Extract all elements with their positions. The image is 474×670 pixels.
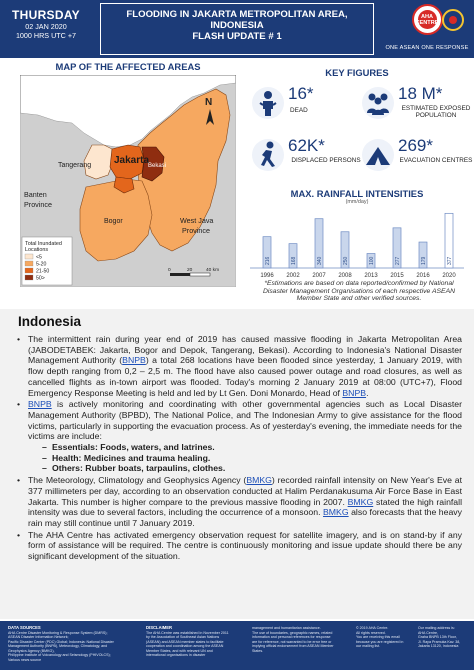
rainfall-value-label: 179 [420,256,427,265]
date-block [4,8,88,40]
rainfall-value-label: 100 [368,256,375,265]
bmkg-link[interactable]: BMKG [246,475,272,486]
footer-line: information and personal references for response [252,635,331,639]
footer-copyright [356,626,410,649]
footer-line: management and humanitarian assistance. [252,626,321,630]
key-figures-heading: KEY FIGURES [325,67,389,78]
footer-line: Management Authority (BNPB), Meteorology, Climatology, and [8,644,108,648]
bnpb-link[interactable]: BNPB [342,387,367,398]
p2-text: is actively monitoring and coordinating with other governmental agencies such as Local Disaster Management Authority (BPBD), The National Police, and The Indonesian Army to give assistance for the flood victims, particularly in supporting the evacuation process. As of yesterday's evening, the immediate needs for the victims are include: [28,399,462,442]
footer-line: our mailing list. [356,644,380,648]
needs-list [42,442,462,474]
label-west-java: West Java [180,216,214,225]
footer-line: Various news source [8,657,42,662]
footer-line: You are receiving this email [356,635,400,639]
title-line-3: FLASH UPDATE # 1 [192,31,282,43]
footer [0,621,474,670]
label-tangerang: Tangerang [58,162,92,169]
title-line-2: INDONESIA [210,20,264,32]
legend-item-2: 5-20 [36,261,47,268]
displaced-value: 62K* [288,136,325,155]
rainfall-chart-title: MAX. RAINFALL INTENSITIES [290,188,424,199]
exposed-population-label: ESTIMATED EXPOSED POPULATION [401,105,471,120]
rainfall-year-label: 2008 [338,273,352,279]
key-figure-dead [250,83,362,129]
title-line-1: FLOODING IN JAKARTA METROPOLITAN AREA, [126,9,348,20]
displaced-person-icon [252,139,284,171]
rainfall-value-label: 377 [446,256,453,265]
list-item [14,399,462,474]
evacuation-centres-value: 269* [398,136,433,155]
p3-text-c: stated the high rainfall intensity was due to several factors, including the occurrence of a monsoon. [28,496,463,518]
footer-line: Member States, and with relevant UN and [146,648,213,653]
map-heading: MAP OF THE AFFECTED AREAS [55,61,201,72]
evacuation-centres-label: EVACUATION CENTRES [399,157,473,164]
list-item: • The AHA Centre has activated emergency observation request for satellite imagery, and is on stand-by if any form of assistance will be required. The centre is continuously monitoring and issue update should there be any significant development of the situation. [14,530,462,562]
bnpb-link[interactable]: BNPB [122,355,146,366]
rainfall-year-label: 2007 [312,273,326,279]
footer-line: ASEAN Disaster Information Network; [8,635,69,639]
header-banner [0,0,474,58]
affected-areas-map [20,75,236,287]
map-legend [22,237,72,285]
footer-mailing-address [418,626,472,649]
legend-item-3: 21-50 [36,268,50,275]
footer-sources-heading: DATA SOURCES [8,625,41,630]
footer-line: Jakarta 13120, Indonesia [418,644,459,648]
footer-line: because you are registered in [356,639,404,644]
rainfall-year-label: 2002 [286,273,300,279]
label-banten-province: Province [24,200,52,209]
estimation-footnote: *Estimations are based on data reported/confirmed by National Disaster Management Organisations of each respective ASEAN Member State and other verified sources. [262,280,456,303]
rainfall-value-label: 277 [394,256,401,265]
scale-end: 40 km [206,268,220,273]
indonesia-section [0,309,474,619]
footer-line: implying official endorsement from ASEAN Member [252,644,334,648]
rainfall-value-label: 340 [316,256,323,265]
p1-text-c: . [366,387,369,398]
need-item: – Essentials: Foods, waters, and latrines. [42,442,462,453]
date-line: 02 JAN 2020 [25,22,67,31]
legend-item-1: <5 [36,254,42,261]
key-figure-evacuation-centres [360,135,472,181]
p3-text-a: The Meteorology, Climatology and Geophysics Agency ( [28,475,247,486]
need-item: – Health: Medicines and trauma healing. [42,453,462,464]
north-label: N [205,97,213,108]
label-jakarta: Jakarta [114,155,150,166]
p3-text-d: also forecasts that the heavy rain may still continue until 7 January 2019. [28,507,462,528]
footer-line: AHA Centre, [418,630,438,635]
population-icon [362,87,394,119]
displaced-label: DISPLACED PERSONS [291,157,361,164]
footer-line: States. [252,648,264,653]
footer-line: Our mailing address is: [418,626,455,630]
rainfall-year-label: 1996 [260,273,274,279]
p3-text-b: ) recorded rainfall intensity on New Year's Eve at 377 millimeters per day, according to an observation conducted at Halim Perdanakusuma Air Force Base in East Jakarta. This number is higher compare to the previous massive flooding in 2007. [28,475,463,507]
footer-data-sources [8,626,126,662]
label-bogor: Bogor [104,218,123,225]
dead-label: DEAD [290,107,308,114]
scale-zero: 0 [168,268,171,273]
rainfall-year-label: 2013 [364,273,378,279]
footer-col-3 [252,626,348,653]
rainfall-year-label: 2015 [390,273,404,279]
p1-text-b: ) a total 268 locations have been flooded since yesterday, 1 January 2019, with flow depth ranging from 0,2 – 2,5 m. The flood have also caused power outage and road closures, as well as cancelled flights as in-town airport was flooded. Today's morning 2 January 2019 at 08:00 (UTC+7), Flood Emergency Response Meeting is held and led by Lt Gen. Doni Monardo, Head of [28,355,462,398]
footer-disclaimer [146,626,246,658]
update-list [14,334,462,562]
footer-line: © 2019 AHA Centre. [356,626,389,630]
footer-line: Jl. Raya Pramuka Kav. 38, [418,639,461,644]
evacuation-tent-icon [362,139,394,171]
footer-line: (ASEAN) and ASEAN member states to facilitate [146,639,224,644]
p1-text-a: The intermittent rain during year end of 2019 has caused massive flooding in Jakarta Metropolitan Area (JABODETABEK: Jakarta, Bogor and Depok, Tangerang, Bekasi). According to Indonesia's National Disaster Management Authority ( [28,334,462,366]
rainfall-chart-unit: (mm/day) [345,199,369,205]
rainfall-value-label: 216 [264,256,271,265]
rainfall-value-label: 168 [290,256,297,265]
rainfall-year-label: 2016 [416,273,430,279]
key-figures-section [244,61,473,181]
map-section [20,61,236,291]
legend-title-1: Total Inundated [25,241,62,247]
footer-line: Pacific Disaster Center (PDC) Global; Indonesia: National Disaster [8,639,114,644]
footer-line: Philippine Institute of Volcanology and Seismology (PHIVOLCS); [8,653,111,657]
label-west-java-province: Province [182,226,210,235]
legend-title-2: Locations [25,247,49,253]
exposed-population-value: 18 M* [398,84,443,103]
time-line: 1000 HRS UTC +7 [15,31,77,40]
logo-area [384,3,470,55]
footer-line: The use of boundaries, geographic names, related [252,630,333,635]
date-day: THURSDAY [12,8,80,22]
footer-disclaimer-heading: DISCLAIMER [146,625,173,630]
key-figure-exposed-population [360,83,472,129]
scale-mid: 20 [187,268,193,273]
asean-emblem-icon [442,9,464,31]
footer-line: Geophysics Agency (BMKG), [8,648,55,653]
section-heading: Indonesia [18,314,82,329]
bmkg-link[interactable]: BMKG [347,496,374,507]
rainfall-year-label: 2020 [442,273,456,279]
rainfall-bar-chart [248,206,466,280]
list-item [14,334,462,398]
footer-line: AHA Centre Disaster Monitoring & Response System (DMRS); [8,630,108,635]
bmkg-link[interactable]: BMKG [323,507,349,518]
report-title [100,3,374,55]
injured-person-icon [252,87,284,119]
logo-text: AHA CENTRE [415,14,439,26]
dead-value: 16* [288,84,314,103]
tagline: ONE ASEAN ONE RESPONSE [385,45,469,51]
aha-centre-logo [412,4,443,35]
footer-line: Graha BNPB 13th Floor, [418,635,457,639]
rainfall-value-label: 250 [342,256,349,265]
footer-line: cooperation and coordination among the ASEAN [146,644,224,648]
list-item [14,475,462,529]
footer-line: are for reference, not warranted to be error free or [252,639,332,644]
legend-item-4: 50> [36,275,45,282]
label-bekasi: Bekasi [148,163,167,169]
key-figure-displaced [250,135,362,181]
footer-line: The AHA Centre was established in November 2011 [146,630,229,635]
footer-line: international organisations in disaster [146,653,206,657]
footer-line: All rights reserved. [356,630,386,635]
need-item: – Others: Rubber boats, tarpaulins, clothes. [42,463,462,474]
bnpb-link[interactable]: BNPB [28,399,52,410]
label-banten: Banten [24,190,47,199]
footer-line: by the Association of Southeast Asian Nations [146,635,220,639]
